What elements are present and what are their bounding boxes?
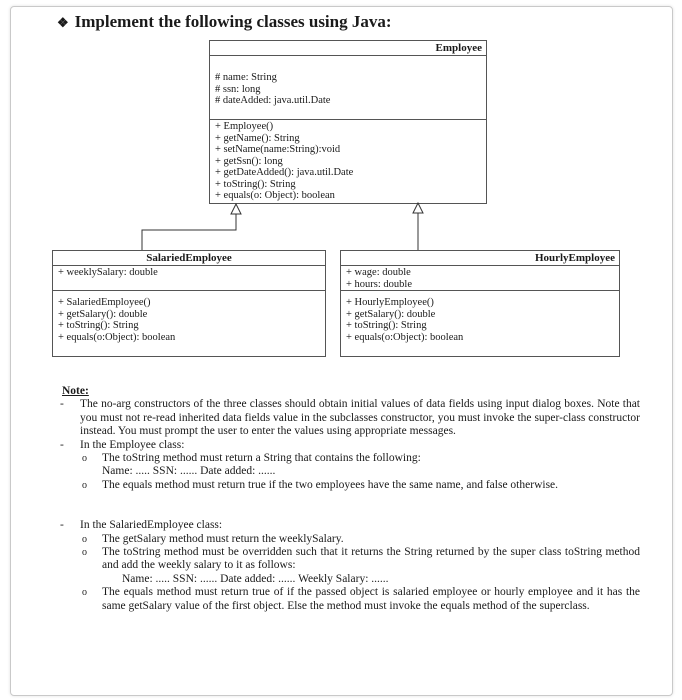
hourly-inheritance-arrow	[413, 203, 423, 250]
method-line: + getName(): String	[215, 132, 300, 144]
dash-bullet-icon: -	[60, 438, 64, 451]
attribute-line: # ssn: long	[215, 83, 261, 95]
attribute-line: + weeklySalary: double	[58, 267, 158, 278]
attribute-line: + wage: double	[346, 267, 411, 278]
circle-bullet-icon: o	[82, 479, 87, 491]
sub-note-item	[62, 479, 640, 492]
method-line: + equals(o:Object): boolean	[58, 331, 176, 343]
salaried-class-name: SalariedEmployee	[53, 251, 325, 266]
note-text: In the SalariedEmployee class:	[80, 519, 223, 532]
notes-section	[62, 385, 640, 613]
format-line: Name: ..... SSN: ...... Date added: ......	[102, 465, 276, 478]
method-line: + toString(): String	[215, 178, 296, 190]
method-line: + toString(): String	[58, 320, 139, 331]
note-text: The no-arg constructors of the three classes should obtain initial values of data fields using input dialog boxes. Note that you must not re-read inherited data fields value in the subclasses constructor, you must invoke the super-class constructor instead. You must prompt the user to enter the values using appropriate messages.	[80, 398, 640, 438]
note-item	[62, 398, 640, 438]
method-line: + getSsn(): long	[215, 155, 283, 167]
diamond-bullet-icon: ❖	[57, 15, 69, 30]
method-line: + getSalary(): double	[58, 308, 148, 320]
attribute-line: + hours: double	[346, 278, 412, 290]
note-item	[62, 439, 640, 452]
sub-note-item	[62, 546, 640, 573]
dash-bullet-icon: -	[60, 398, 64, 411]
note-text: The toString method must return a String that contains the following:	[102, 452, 421, 465]
attribute-line: # dateAdded: java.util.Date	[215, 95, 331, 106]
sub-note-item	[62, 533, 640, 546]
note-item	[62, 519, 640, 532]
dash-bullet-icon: -	[60, 519, 64, 532]
method-line: + setName(name:String):void	[215, 144, 341, 155]
attribute-line: # name: String	[215, 72, 277, 83]
note-text: The getSalary method must return the weeklySalary.	[102, 532, 344, 545]
format-line: Name: ..... SSN: ...... Date added: ...... Weekly Salary: ......	[122, 572, 389, 585]
hourly-class-name: HourlyEmployee	[341, 251, 619, 266]
salaried-inheritance-arrow	[142, 204, 241, 250]
circle-bullet-icon: o	[82, 533, 87, 545]
method-line: + equals(o:Object): boolean	[346, 331, 464, 343]
note-text: The equals method must return true if the two employees have the same name, and false otherwise.	[102, 478, 559, 491]
employee-class-name: Employee	[210, 41, 486, 56]
notes-title: Note:	[62, 385, 89, 397]
note-text: The toString method must be overridden such that it returns the String returned by the super class toString method and add the weekly salary to it as follows:	[102, 546, 640, 572]
method-line: + HourlyEmployee()	[346, 297, 434, 308]
heading-text: Implement the following classes using Java:	[74, 12, 392, 31]
method-line: + getSalary(): double	[346, 308, 436, 320]
sub-note-item	[62, 586, 640, 613]
sub-note-item	[62, 452, 640, 465]
circle-bullet-icon: o	[82, 547, 87, 559]
note-text: In the Employee class:	[80, 438, 185, 451]
circle-bullet-icon: o	[82, 587, 87, 599]
method-line: + equals(o: Object): boolean	[215, 190, 335, 201]
method-line: + toString(): String	[346, 320, 427, 331]
note-text: The equals method must return true of if the passed object is salaried employee or hourly employee and it has the same getSalary value of the first object. Else the method must invoke the equals method of the superclass.	[102, 586, 640, 612]
method-line: + SalariedEmployee()	[58, 297, 151, 308]
method-line: + Employee()	[215, 121, 274, 132]
circle-bullet-icon: o	[82, 453, 87, 465]
method-line: + getDateAdded(): java.util.Date	[215, 167, 354, 178]
